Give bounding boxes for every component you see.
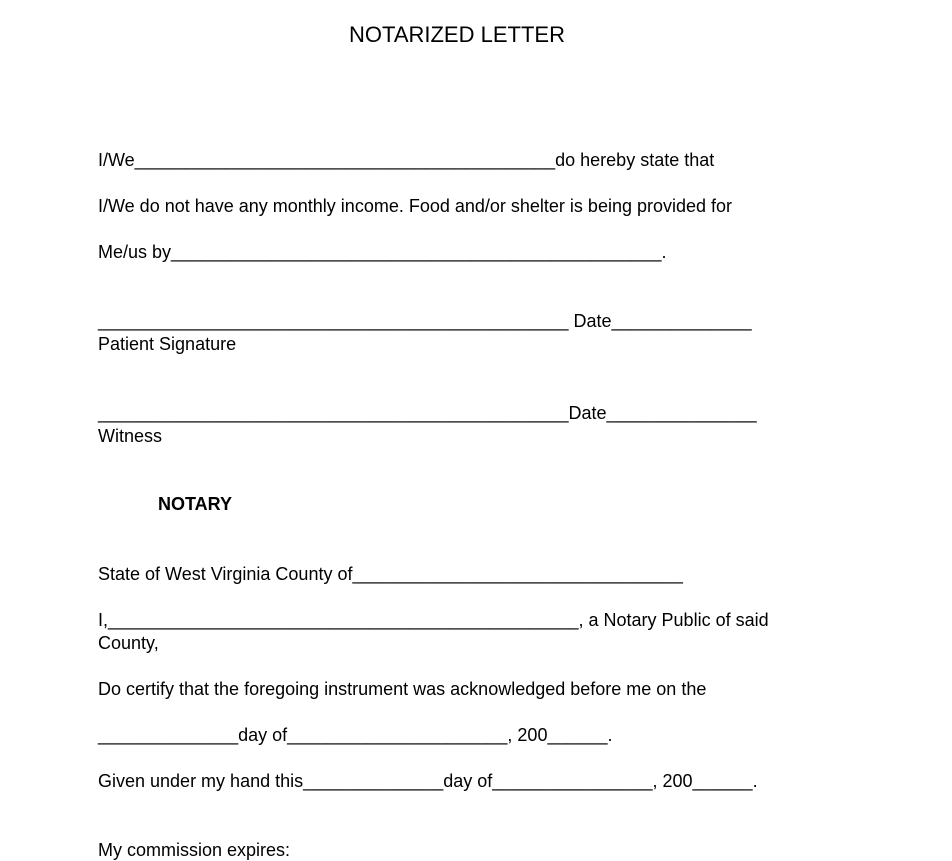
- patient-signature-label: Patient Signature: [98, 334, 237, 354]
- notary-given-line: Given under my hand this______________day of________________, 200______.: [98, 771, 758, 791]
- patient-signature-line: _______________________________________________ Date______________: [98, 311, 752, 331]
- notary-certify-line: Do certify that the foregoing instrument was acknowledged before me on the: [98, 679, 707, 699]
- document-title: NOTARIZED LETTER: [349, 22, 565, 47]
- statement-line-income: I/We do not have any monthly income. Food and/or shelter is being provided for: [98, 196, 733, 216]
- statement-line-provided-by: Me/us by_________________________________________________.: [98, 242, 667, 262]
- notary-commission-expires: My commission expires:: [98, 840, 291, 860]
- notary-state-county-line: State of West Virginia County of_________________________________: [98, 564, 683, 584]
- witness-label: Witness: [98, 426, 163, 446]
- notary-county-line: County,: [98, 633, 159, 653]
- notary-heading: NOTARY: [158, 494, 232, 514]
- notary-date-line: ______________day of______________________, 200______.: [98, 725, 613, 745]
- notary-public-line: I,_______________________________________________, a Notary Public of said: [98, 610, 769, 630]
- statement-line-iwe: I/We__________________________________________do hereby state that: [98, 150, 715, 170]
- witness-signature-line: _______________________________________________Date_______________: [98, 403, 757, 423]
